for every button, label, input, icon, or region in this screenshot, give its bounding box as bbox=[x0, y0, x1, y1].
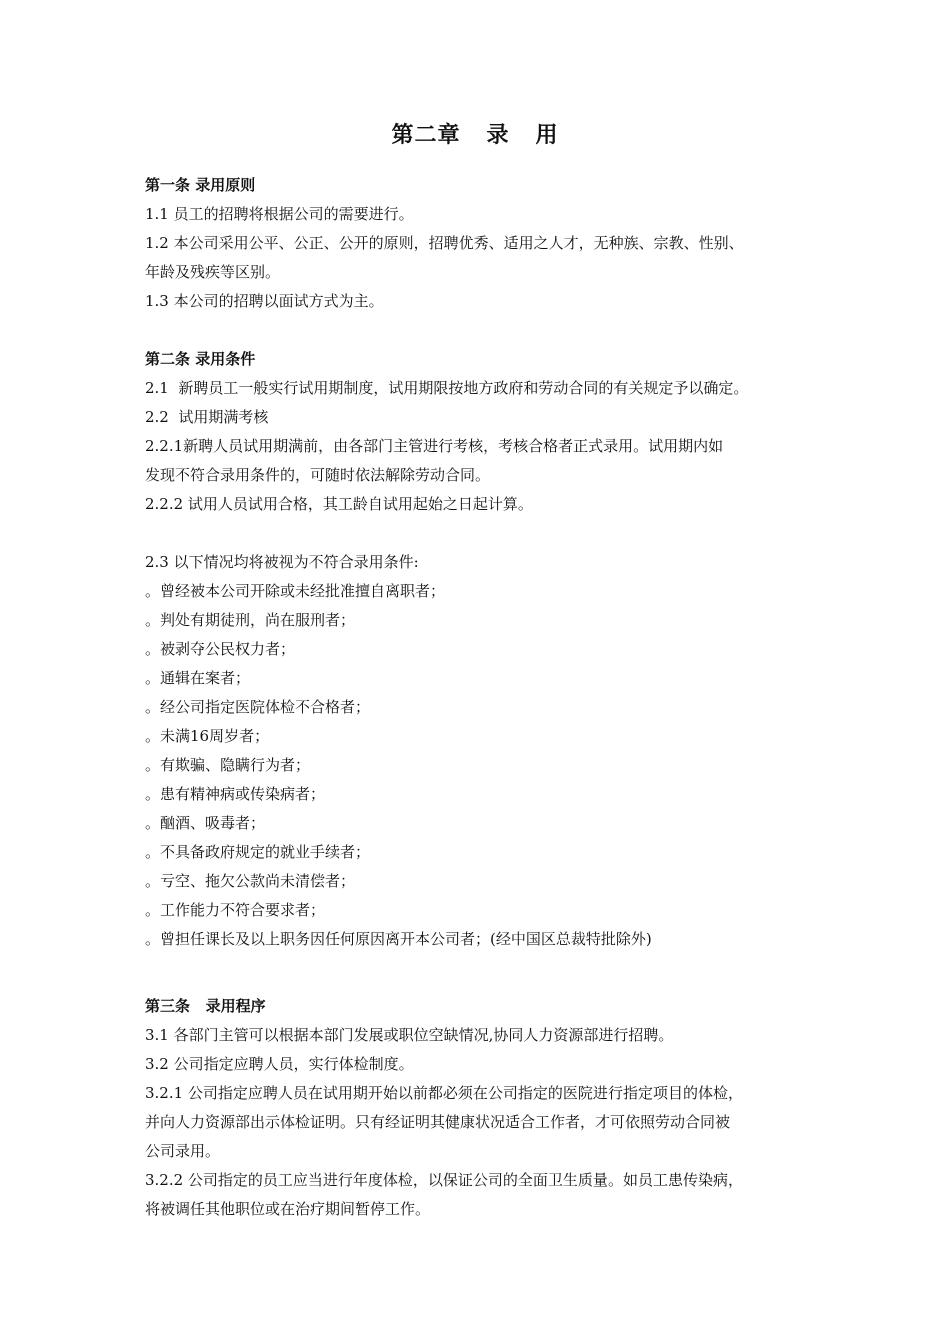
article3-line: 3.2.1 公司指定应聘人员在试用期开始以前都必须在公司指定的医院进行指定项目的体检， bbox=[145, 1084, 743, 1102]
condition-item: 。判处有期徒刑，尚在服刑者； bbox=[145, 611, 356, 629]
article2-line: 2.1 新聘员工一般实行试用期制度，试用期限按地方政府和劳动合同的有关规定予以确定。 bbox=[145, 379, 749, 397]
article3-line: 并向人力资源部出示体检证明。只有经证明其健康状况适合工作者，才可依照劳动合同被 bbox=[145, 1113, 731, 1131]
chapter-title: 第二章 录 用 bbox=[391, 123, 559, 148]
article2-line: 2.2 试用期满考核 bbox=[145, 408, 269, 426]
condition-item: 。被剥夺公民权力者； bbox=[145, 640, 296, 658]
article2-heading: 第二条 录用条件 bbox=[145, 350, 256, 368]
article2-line: 2.2.2 试用人员试用合格，其工龄自试用起始之日起计算。 bbox=[145, 495, 533, 513]
article1-line: 年龄及残疾等区别。 bbox=[145, 263, 281, 281]
conditions-intro: 2.3 以下情况均将被视为不符合录用条件: bbox=[145, 553, 419, 571]
article3-line: 将被调任其他职位或在治疗期间暂停工作。 bbox=[145, 1200, 431, 1218]
condition-item: 。曾经被本公司开除或未经批准擅自离职者； bbox=[145, 582, 446, 600]
article1-line: 1.2 本公司采用公平、公正、公开的原则，招聘优秀、适用之人才，无种族、宗教、性别、 bbox=[145, 234, 744, 252]
condition-item: 。经公司指定医院体检不合格者； bbox=[145, 698, 371, 716]
article3-line: 3.1 各部门主管可以根据本部门发展或职位空缺情况,协同人力资源部进行招聘。 bbox=[145, 1026, 674, 1044]
condition-item: 。不具备政府规定的就业手续者； bbox=[145, 843, 371, 861]
article2-line: 发现不符合录用条件的，可随时依法解除劳动合同。 bbox=[145, 466, 491, 484]
spacer bbox=[145, 316, 825, 345]
condition-item: 。曾担任课长及以上职务因任何原因离开本公司者；(经中国区总裁特批除外) bbox=[145, 930, 652, 948]
document-body bbox=[145, 171, 825, 1224]
article3-line: 公司录用。 bbox=[145, 1142, 221, 1160]
condition-item: 。患有精神病或传染病者； bbox=[145, 785, 326, 803]
article2-line: 2.2.1新聘人员试用期满前，由各部门主管进行考核，考核合格者正式录用。试用期内如 bbox=[145, 437, 724, 455]
condition-item: 。有欺骗、隐瞒行为者； bbox=[145, 756, 311, 774]
article1-line: 1.3 本公司的招聘以面试方式为主。 bbox=[145, 292, 384, 310]
condition-item: 。酗酒、吸毒者； bbox=[145, 814, 266, 832]
article3-heading: 第三条 录用程序 bbox=[145, 997, 266, 1015]
article1-heading: 第一条 录用原则 bbox=[145, 176, 256, 194]
article3-line: 3.2 公司指定应聘人员，实行体检制度。 bbox=[145, 1055, 414, 1073]
article1-line: 1.1 员工的招聘将根据公司的需要进行。 bbox=[145, 205, 414, 223]
spacer bbox=[145, 954, 825, 983]
condition-item: 。工作能力不符合要求者； bbox=[145, 901, 326, 919]
condition-item: 。未满16周岁者； bbox=[145, 727, 270, 745]
condition-item: 。通辑在案者； bbox=[145, 669, 251, 687]
condition-item: 。亏空、拖欠公款尚未清偿者； bbox=[145, 872, 356, 890]
spacer bbox=[145, 519, 825, 548]
spacer bbox=[145, 983, 825, 992]
article3-line: 3.2.2 公司指定的员工应当进行年度体检，以保证公司的全面卫生质量。如员工患传染病， bbox=[145, 1171, 743, 1189]
